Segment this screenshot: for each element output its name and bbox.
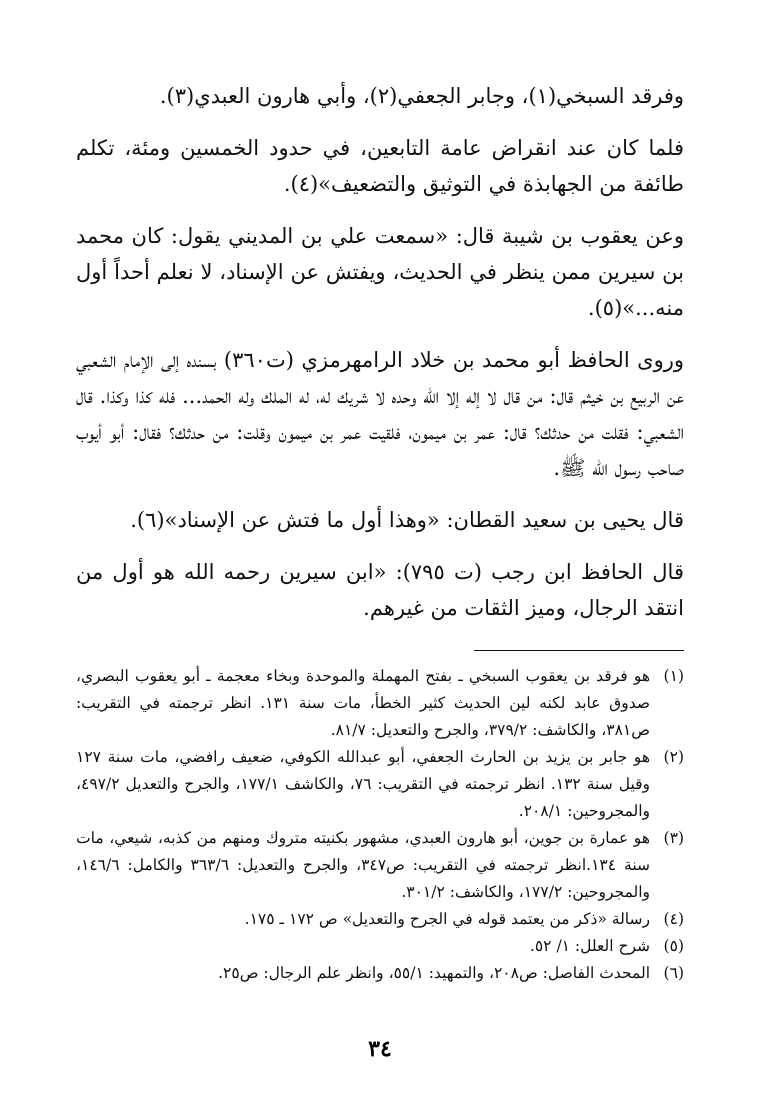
footnote-1 (76, 663, 684, 744)
footnote-number: (٢) (663, 748, 684, 766)
footnote-2 (76, 744, 684, 825)
paragraph-3: وعن يعقوب بن شيبة قال: «سمعت علي بن المديني يقول: كان محمد بن سيرين ممن ينظر في الحديث، ويفتش عن الإسناد، لا نعلم أحداً أول منه...»(٥). (76, 224, 684, 320)
footnote-number: (٥) (663, 937, 684, 955)
footnote-text: شرح العلل: ١/ ٥٢. (529, 937, 650, 955)
footnotes (76, 663, 684, 987)
paragraph-6: قال الحافظ ابن رجب (ت ٧٩٥): «ابن سيرين رحمه الله هو أول من انتقد الرجال، وميز الثقات من غيرهم. (76, 560, 684, 620)
footnote-number: (٣) (663, 829, 684, 847)
footnote-text: هو عمارة بن جوين، أبو هارون العبدي، مشهور بكنيته متروك ومنهم من كذبه، شيعي، مات سنة ١٣٤.انظر ترجمته في التقريب: ص٣٤٧، والجرح والتعديل: ٣٦٣/٦ والكامل: ١٤٦/٦، والمجروحين: ١٧٧/٢، والكاشف: ٣٠١/٢. (76, 829, 650, 901)
paragraph-1: وفرقد السبخي(١)، وجابر الجعفي(٢)، وأبي هارون العبدي(٣). (159, 84, 684, 108)
footnote-number: (١) (663, 667, 684, 685)
page-number: ٣٤ (368, 1036, 392, 1061)
footnote-text: المحدث الفاصل: ص٢٠٨، والتمهيد: ٥٥/١، وانظر علم الرجال: ص٢٥. (218, 964, 650, 982)
paragraph-4: وروى الحافظ أبو محمد بن خلاد الرامهرمزي (ت٣٦٠) بسنده إلى الإمام الشعبي عن الربيع بن خيثم قال: من قال لا إله إلا الله وحده لا شريك له، له الملك وله الحمد... فله كذا وكذا. قال الشعبي: فقلت من حدثك؟ قال: عمر بن ميمون، فلقيت عمر بن ميمون وقلت: من حدثك؟ فقال: أبو أيوب صاحب رسول الله ﷺ. (76, 348, 685, 480)
paragraph-2: فلما كان عند انقراض عامة التابعين، في حدود الخمسين ومئة، تكلم طائفة من الجهابذة في التوثيق والتضعيف»(٤). (76, 136, 684, 196)
footnote-number: (٦) (663, 964, 684, 982)
paragraph-5: قال يحيى بن سعيد القطان: «وهذا أول ما فتش عن الإسناد»(٦). (130, 508, 684, 532)
footnote-text: رسالة «ذكر من يعتمد قوله في الجرح والتعديل» ص ١٧٢ ـ ١٧٥. (244, 910, 650, 928)
footnote-4 (76, 906, 684, 933)
footnote-number: (٤) (663, 910, 684, 928)
footnote-6 (76, 960, 684, 987)
footnote-5 (76, 933, 684, 960)
footnote-separator (474, 650, 684, 651)
footnote-3 (76, 825, 684, 906)
footnote-text: هو جابر بن يزيد بن الحارث الجعفي، أبو عبدالله الكوفي، ضعيف رافضي، مات سنة ١٢٧ وقيل سنة ١٣٢. انظر ترجمته في التقريب: ٧٦، والكاشف ١٧٧/١، والجرح والتعديل ٤٩٧/٢، والمجروحين: ٢٠٨/١. (76, 748, 651, 820)
footnote-text: هو فرقد بن يعقوب السبخي ـ بفتح المهملة والموحدة وبخاء معجمة ـ أبو يعقوب البصري، صدوق عابد لكنه لين الحديث كثير الخطأ، مات سنة ١٣١. انظر ترجمته في التقريب: ص٣٨١، والكاشف: ٣٧٩/٢، والجرح والتعديل: ٨١/٧. (76, 667, 650, 739)
